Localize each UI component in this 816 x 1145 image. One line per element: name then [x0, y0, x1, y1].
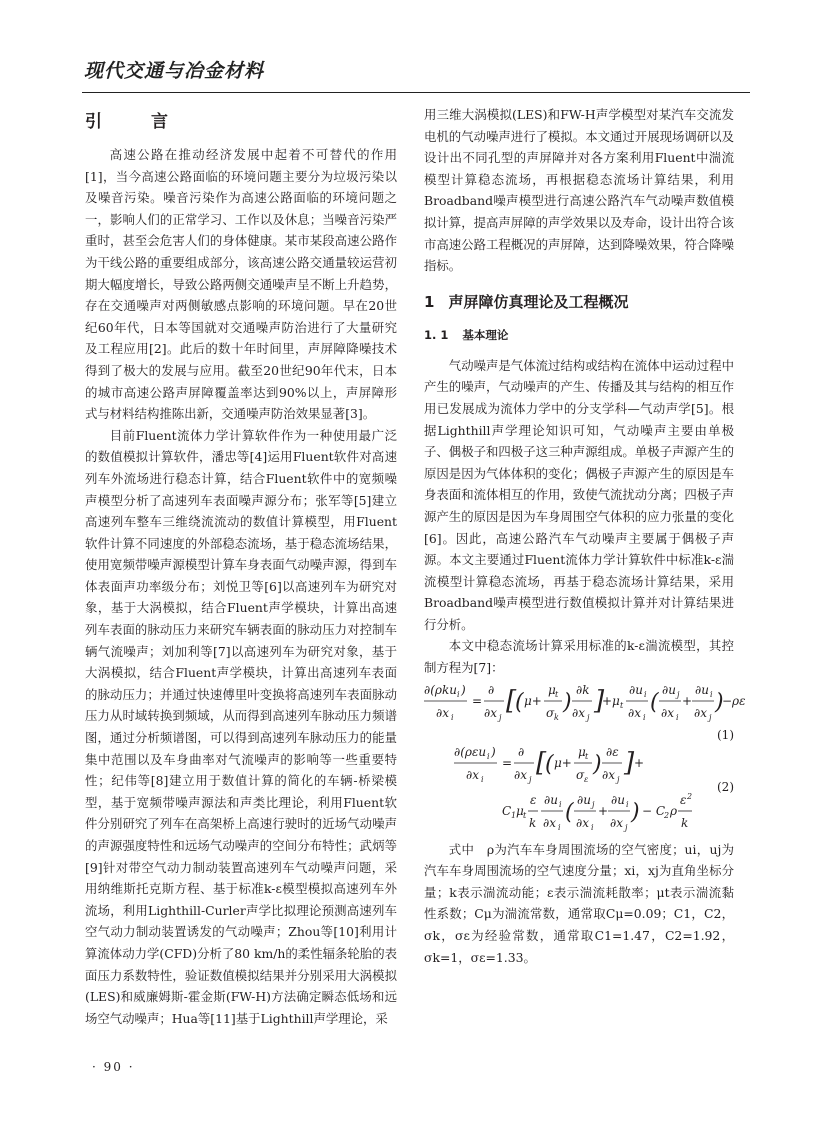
svg-text:∂x: ∂x	[610, 815, 623, 830]
svg-text:∂: ∂	[488, 682, 495, 697]
svg-text:∂x: ∂x	[628, 705, 641, 720]
svg-text:i: i	[591, 822, 594, 832]
svg-text:): )	[593, 751, 602, 777]
svg-text:t: t	[555, 689, 559, 699]
svg-text:(: (	[650, 689, 659, 715]
svg-text:i: i	[558, 822, 561, 832]
right-column	[424, 104, 746, 968]
svg-text:ε: ε	[680, 792, 687, 807]
svg-text:μ: μ	[578, 744, 586, 759]
svg-text:∂x: ∂x	[484, 705, 497, 720]
svg-text:t: t	[620, 700, 624, 710]
equation-2-formula	[424, 741, 734, 837]
svg-text:): )	[491, 744, 496, 759]
svg-text:j: j	[499, 712, 502, 722]
svg-text:∂u: ∂u	[629, 682, 643, 697]
intro-paragraph-2: 目前Fluent流体力学计算软件作为一种使用最广泛的数值模拟计算软件，潘忠等[4]运用Fluent软件对高速列车外流场进行稳态计算，结合Fluent软件中的宽频噪声模型分析了高速列车表面噪声源分布；张军等[5]建立高速列车整车三维绕流流动的数值计算模型，用Fluent软件计算不同速度的外部稳态流场，基于稳态流场结果，使用宽频带噪声源模型计算车身表面气动噪声源，得到车体表面声功率级分布；刘悦卫等[6]以高速列车为研究对象，基于大涡模拟，结合Fluent声学模块，计算出高速列车表面的脉动压力来研究车辆表面的脉动压力对控制车辆气流噪声；刘加利等[7]以高速列车为研究对象，基于大涡模拟，结合Fluent声学模块，计算出高速列车表面的脉动压力；并通过快速傅里叶变换将高速列车表面脉动压力从时域转换到频域，从而得到高速列车脉动压力频谱图，通过分析频谱图，可以得到高速列车脉动压力的能量集中范围以及车身曲率对气流噪声的影响等一些重要特性；纪伟等[8]建立用于数值计算的简化的车辆-桥梁模型，基于宽频带噪声源法和声类比理论，利用Fluent软件分别研究了列车在高架桥上高速行驶时的近场气动噪声的声源强度特性和远场气动噪声的空间分布特性；武炳等[9]针对带空气动力制动装置高速列车气动噪声问题，采用纳维斯托克斯方程、基于标准k-ε模型模拟高速列车外流场，利用Lighthill-Curler声学比拟理论预测高速列车空气动力制动装置诱发的气动噪声；Zhou等[10]利用计算流体动力学(CFD)分析了80 km/h的柔性辐条轮胎的表面压力系数特性，验证数值模拟结果并分别采用大涡模拟(LES)和威廉姆斯-霍金斯(FW-H)方法确定瞬态低场和远场空气动噪声；Hua等[11]基于Lighthill声学理论，采	[85, 427, 397, 1026]
svg-text:σ: σ	[546, 705, 555, 720]
svg-text:): )	[631, 799, 640, 825]
equation-1-formula	[424, 679, 746, 727]
svg-text:C: C	[502, 803, 512, 818]
svg-text:j: j	[592, 799, 595, 809]
journal-logo: 现代交通与冶金材料	[84, 60, 265, 82]
intro-paragraph-1: 高速公路在推动经济发展中起着不可替代的作用[1]，当今高速公路面临的环境问题主要分为垃圾污染以及噪音污染。噪音污染作为高速公路面临的环境问题之一，影响人们的正常学习、工作以及休息；当噪音污染严重时，甚至会危害人们的身体健康。某市某段高速公路作为干线公路的重要组成部分，该高速公路交通量较运营初期大幅度增长，导致公路两侧交通噪声呈不断上升趋势，存在交通噪声对两侧敏感点影响的环境问题。早在20世纪60年代，日本等国就对交通噪声防治进行了大量研究及工程应用[2]。此后的数十年时间里，声屏障降噪技术得到了极大的发展与应用。截至20世纪90年代末，日本的城市高速公路声屏障覆盖率达到90%以上，声屏障形式与材料结构推陈出新，交通噪声防治效果显著[3]。	[85, 147, 397, 422]
svg-text:]: ]	[594, 685, 605, 716]
svg-text:i: i	[710, 689, 713, 699]
svg-text:i: i	[626, 799, 629, 809]
svg-text:− C: − C	[642, 803, 666, 818]
svg-text:∂: ∂	[518, 744, 525, 759]
subsection-1-1-heading	[424, 325, 734, 345]
svg-text:∂u: ∂u	[611, 792, 625, 807]
equation-1-number: (1)	[717, 727, 734, 742]
svg-text:t: t	[523, 810, 527, 820]
intro-paragraph-2-continued: 用三维大涡模拟(LES)和FW-H声学模型对某汽车交流发电机的气动噪声进行了模拟。本文通过开展现场调研以及设计出不同孔型的声屏障并对各方案利用Fluent中湍流模型计算稳态流场，再根据稳态流场计算结果，利用Broadband噪声模型进行高速公路汽车气动噪声数值模拟计算，提高声屏障的声学效果以及寿命，设计出符合该市高速公路工程概况的声屏障，达到降噪效果，符合降噪指标。	[424, 107, 734, 274]
svg-text:μ: μ	[516, 803, 524, 818]
svg-text:k: k	[554, 712, 559, 722]
svg-text:∂k: ∂k	[576, 682, 590, 697]
section-1-number: 1	[424, 292, 435, 311]
svg-text:∂(ρku: ∂(ρku	[424, 682, 457, 697]
svg-text:(: (	[565, 799, 574, 825]
svg-text:]: ]	[624, 747, 635, 778]
svg-text:j: j	[677, 689, 680, 699]
svg-text:∂x: ∂x	[543, 815, 556, 830]
svg-text:∂u: ∂u	[662, 682, 676, 697]
svg-text:[: [	[506, 685, 517, 716]
svg-text:i: i	[481, 774, 484, 784]
svg-text:ρ: ρ	[670, 803, 678, 818]
svg-text:∂u: ∂u	[695, 682, 709, 697]
svg-text:): )	[715, 689, 724, 715]
svg-text:k: k	[681, 815, 689, 830]
svg-text:∂x: ∂x	[576, 815, 589, 830]
intro-heading: 引 言	[85, 112, 184, 132]
svg-text:i: i	[457, 689, 460, 699]
svg-text:∂x: ∂x	[514, 767, 527, 782]
svg-text:∂x: ∂x	[602, 767, 615, 782]
svg-text:∂u: ∂u	[544, 792, 558, 807]
svg-text:j: j	[709, 712, 712, 722]
section-1-title: 声屏障仿真理论及工程概况	[448, 292, 629, 311]
theory-paragraph-1: 气动噪声是气体流过结构或结构在流体中运动过程中产生的噪声，气动噪声的产生、传播及其与结构的相互作用已发展成为流体力学中的分支学科—气动声学[5]。根据Lighthill声学理论知识可知，气动噪声主要由单极子、偶极子和四极子这三种声源组成。单极子声源产生的原因是因为气体体积的变化；偶极子声源产生的原因是车身表面和流体相互的作用，致使气流扰动分离；四极子声源产生的原因是因为车身周围空气体积的应力张量的变化[6]。因此，高速公路汽车气动噪声主要属于偶极子声源。本文主要通过Fluent流体力学计算软件中标准k-ε湍流模型计算稳态流场，再基于稳态流场计算结果，采用Broadband噪声模型进行数值模拟计算并对计算结果进行分析。	[424, 357, 734, 632]
left-column	[85, 104, 397, 1029]
svg-text:i: i	[451, 712, 454, 722]
svg-text:+: +	[598, 803, 609, 818]
svg-text:i: i	[676, 712, 679, 722]
svg-text:−ρε: −ρε	[722, 693, 746, 708]
svg-text:i: i	[643, 712, 646, 722]
svg-text:j: j	[617, 774, 620, 784]
svg-text:j: j	[529, 774, 532, 784]
svg-text:): )	[563, 689, 572, 715]
svg-text:∂x: ∂x	[694, 705, 707, 720]
svg-text:ε: ε	[584, 774, 589, 784]
theory-paragraph-2: 本文中稳态流场计算采用标准的k-ε湍流模型，其控制方程为[7]：	[424, 638, 734, 676]
svg-text:∂(ρεu: ∂(ρεu	[454, 744, 487, 759]
svg-text:+μ: +μ	[602, 693, 620, 708]
svg-text:=: =	[502, 755, 513, 770]
equation-2-number: (2)	[717, 779, 734, 794]
svg-text:∂u: ∂u	[577, 792, 591, 807]
svg-text:t: t	[585, 751, 589, 761]
subsection-1-1-number: 1. 1	[424, 327, 449, 342]
page-number: · 90 ·	[92, 1060, 135, 1074]
svg-text:1: 1	[511, 810, 517, 820]
svg-text:μ+: μ+	[554, 755, 572, 770]
svg-text:2: 2	[664, 810, 670, 820]
svg-text:+: +	[634, 755, 645, 770]
equation-1	[424, 679, 746, 742]
equation-2	[424, 741, 734, 839]
svg-text:i: i	[559, 799, 562, 809]
right-flow	[424, 104, 734, 277]
subsection-1-1-title: 基本理论	[462, 327, 509, 342]
svg-text:(: (	[515, 689, 524, 715]
svg-text:μ: μ	[548, 682, 556, 697]
svg-text:∂x: ∂x	[572, 705, 585, 720]
svg-text:∂ε: ∂ε	[606, 744, 619, 759]
section-1-heading	[424, 291, 734, 313]
svg-text:): )	[461, 682, 466, 697]
svg-text:+: +	[682, 693, 693, 708]
svg-text:k: k	[529, 815, 537, 830]
variable-definitions: 式中 ρ为汽车车身周围流场的空气密度；ui，uj为汽车车身周围流场的空气速度分量；xi，xj为直角坐标分量；k表示湍流动能；ε表示湍流耗散率；μt表示湍流黏性系数；Cμ为湍流常数，通常取Cμ=0.09；C1，C2，σk，σε为经验常数，通常取C1=1.47，C2=1.92，σk=1，σε=1.33。	[424, 841, 734, 965]
svg-text:σ: σ	[576, 767, 585, 782]
svg-text:∂x: ∂x	[436, 705, 449, 720]
svg-text:ε: ε	[530, 792, 537, 807]
svg-text:μ+: μ+	[524, 693, 542, 708]
svg-text:=: =	[472, 693, 483, 708]
svg-text:∂x: ∂x	[466, 767, 479, 782]
svg-text:j: j	[625, 822, 628, 832]
header-rule	[82, 92, 750, 93]
svg-text:i: i	[487, 751, 490, 761]
svg-text:i: i	[644, 689, 647, 699]
svg-text:2: 2	[687, 791, 693, 801]
svg-text:j: j	[587, 712, 590, 722]
svg-text:[: [	[536, 747, 547, 778]
svg-text:(: (	[545, 751, 554, 777]
svg-text:∂x: ∂x	[661, 705, 674, 720]
